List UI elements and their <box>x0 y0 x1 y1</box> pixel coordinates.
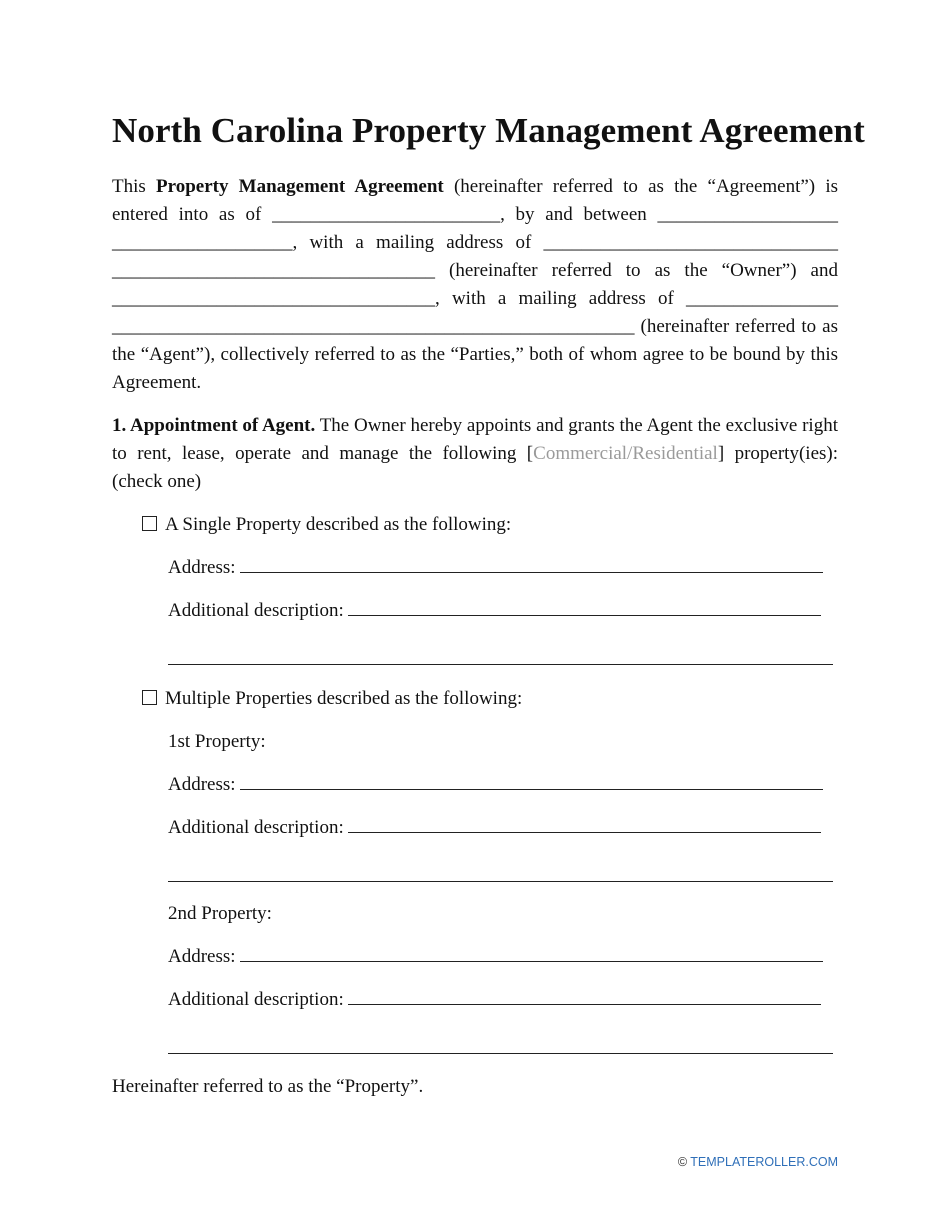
single-description-row <box>168 597 821 625</box>
option-single-property <box>142 511 511 539</box>
section-1-paragraph <box>112 412 838 496</box>
first-description-label: Additional description: <box>168 817 344 838</box>
first-description-blank-2[interactable] <box>168 881 833 882</box>
single-address-label: Address: <box>168 557 236 578</box>
single-description-label: Additional description: <box>168 600 344 621</box>
multiple-properties-label: Multiple Properties described as the following: <box>165 688 523 709</box>
second-description-blank[interactable] <box>348 986 821 1005</box>
single-property-label: A Single Property described as the following: <box>165 514 512 535</box>
second-description-row <box>168 986 821 1014</box>
second-address-blank[interactable] <box>240 943 823 962</box>
multiple-properties-checkbox[interactable] <box>142 690 157 705</box>
property-type-hint: Commercial/Residential <box>533 443 718 464</box>
first-property-heading: 1st Property: <box>168 731 266 752</box>
single-description-blank[interactable] <box>348 597 821 616</box>
intro-text-start: This <box>112 176 156 197</box>
copyright-symbol: © <box>677 1155 691 1169</box>
first-address-blank[interactable] <box>240 771 823 790</box>
second-address-row <box>168 943 823 971</box>
intro-agreement-name: Property Management Agreement <box>156 176 444 197</box>
intro-paragraph <box>112 173 838 397</box>
section-1-text: The Owner hereby appoints and grants the Agent the exclusive right to rent, lease, operate and manage the following [ <box>112 415 838 464</box>
second-description-blank-2[interactable] <box>168 1053 833 1054</box>
section-1-text-end: ] property(ies): (check one) <box>112 443 838 492</box>
single-address-row <box>168 554 823 582</box>
single-property-checkbox[interactable] <box>142 516 157 531</box>
intro-text-body: (hereinafter referred to as the “Agreement”) is entered into as of ________________________, by and between ___________________ ___________________, with a mailing address of _______________________________ __________________________________ (hereinafter referred to as the “Owner”) and __________________________________, with a mailing address of ________________ _______________________________________________________ (hereinafter referred to as the “Agent”), collectively referred to as the “Parties,” both of whom agree to be bound by this Agreement. <box>112 176 839 393</box>
first-address-row <box>168 771 823 799</box>
page-title: North Carolina Property Management Agreement <box>112 111 865 150</box>
section-1-heading: 1. Appointment of Agent. <box>112 415 316 436</box>
second-description-label: Additional description: <box>168 989 344 1010</box>
first-address-label: Address: <box>168 774 236 795</box>
second-property-heading: 2nd Property: <box>168 903 272 924</box>
footer-copyright <box>678 1155 838 1169</box>
first-description-blank[interactable] <box>348 814 821 833</box>
single-address-blank[interactable] <box>240 554 823 573</box>
single-description-blank-2[interactable] <box>168 664 833 665</box>
closing-sentence: Hereinafter referred to as the “Property”. <box>112 1076 424 1097</box>
first-description-row <box>168 814 821 842</box>
option-multiple-properties <box>142 685 522 713</box>
second-address-label: Address: <box>168 946 236 967</box>
templateroller-link[interactable]: TEMPLATEROLLER.COM <box>690 1155 838 1169</box>
